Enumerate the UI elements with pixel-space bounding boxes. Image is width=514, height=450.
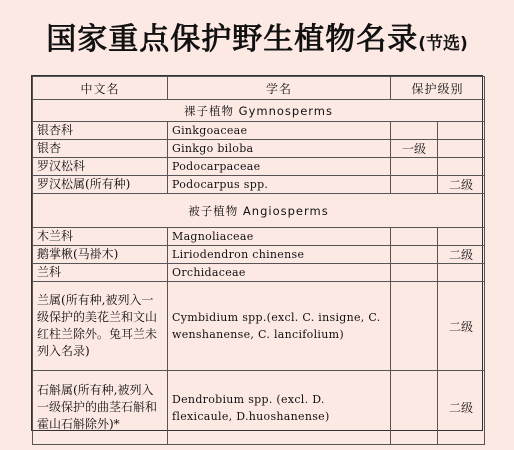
- level-2: [438, 264, 485, 282]
- level-2: [438, 122, 485, 140]
- level-2: [438, 228, 485, 246]
- table-row: [33, 122, 485, 140]
- cn-name: 银杏: [33, 140, 168, 158]
- level-1: [391, 282, 438, 371]
- table-row: [33, 228, 485, 246]
- cn-name: 兰科: [33, 264, 168, 282]
- cn-name: 石斛属(所有种,被列入一级保护的曲茎石斛和霍山石斛除外)*: [33, 371, 168, 445]
- table-row: [33, 282, 485, 371]
- level-2: 二级: [438, 176, 485, 194]
- sci-name: Ginkgo biloba: [168, 140, 391, 158]
- level-1: [391, 158, 438, 176]
- level-2: [438, 158, 485, 176]
- table-row: [33, 264, 485, 282]
- level-1: [391, 176, 438, 194]
- section-row-gymnosperms: [33, 100, 485, 122]
- table-row: [33, 158, 485, 176]
- section-label: 裸子植物 Gymnosperms: [33, 100, 485, 122]
- sci-name: Podocarpus spp.: [168, 176, 391, 194]
- section-label: 被子植物 Angiosperms: [33, 194, 485, 228]
- level-2: 二级: [438, 282, 485, 371]
- title-subtitle: (节选): [418, 34, 468, 54]
- plant-table: [31, 75, 483, 431]
- level-1: [391, 264, 438, 282]
- level-1: [391, 228, 438, 246]
- level-1: [391, 371, 438, 445]
- sci-name: Liriodendron chinense: [168, 246, 391, 264]
- level-2: 二级: [438, 371, 485, 445]
- header-sci: 学名: [168, 77, 391, 100]
- level-2: 二级: [438, 246, 485, 264]
- sci-name: Dendrobium spp. (excl. D. flexicaule, D.huoshanense): [168, 371, 391, 445]
- cn-name: 鹅掌楸(马褂木): [33, 246, 168, 264]
- table-row: [33, 176, 485, 194]
- header-level: 保护级别: [391, 77, 485, 100]
- cn-name: 罗汉松科: [33, 158, 168, 176]
- table-row: [33, 371, 485, 445]
- sci-name: Podocarpaceae: [168, 158, 391, 176]
- table-row: [33, 140, 485, 158]
- title-main: 国家重点保护野生植物名录: [46, 22, 419, 57]
- level-1: 一级: [391, 140, 438, 158]
- cn-name: 罗汉松属(所有种): [33, 176, 168, 194]
- header-row: [33, 77, 485, 100]
- table-row: [33, 246, 485, 264]
- page-title: [0, 14, 514, 58]
- sci-name: Orchidaceae: [168, 264, 391, 282]
- header-cn: 中文名: [33, 77, 168, 100]
- sci-name: Cymbidium spp.(excl. C. insigne, C. wenshanense, C. lancifolium): [168, 282, 391, 371]
- cn-name: 银杏科: [33, 122, 168, 140]
- level-2: [438, 140, 485, 158]
- level-1: [391, 246, 438, 264]
- section-row-angiosperms: [33, 194, 485, 228]
- cn-name: 兰属(所有种,被列入一级保护的美花兰和文山红柱兰除外。兔耳兰未列入名录): [33, 282, 168, 371]
- cn-name: 木兰科: [33, 228, 168, 246]
- sci-name: Ginkgoaceae: [168, 122, 391, 140]
- sci-name: Magnoliaceae: [168, 228, 391, 246]
- level-1: [391, 122, 438, 140]
